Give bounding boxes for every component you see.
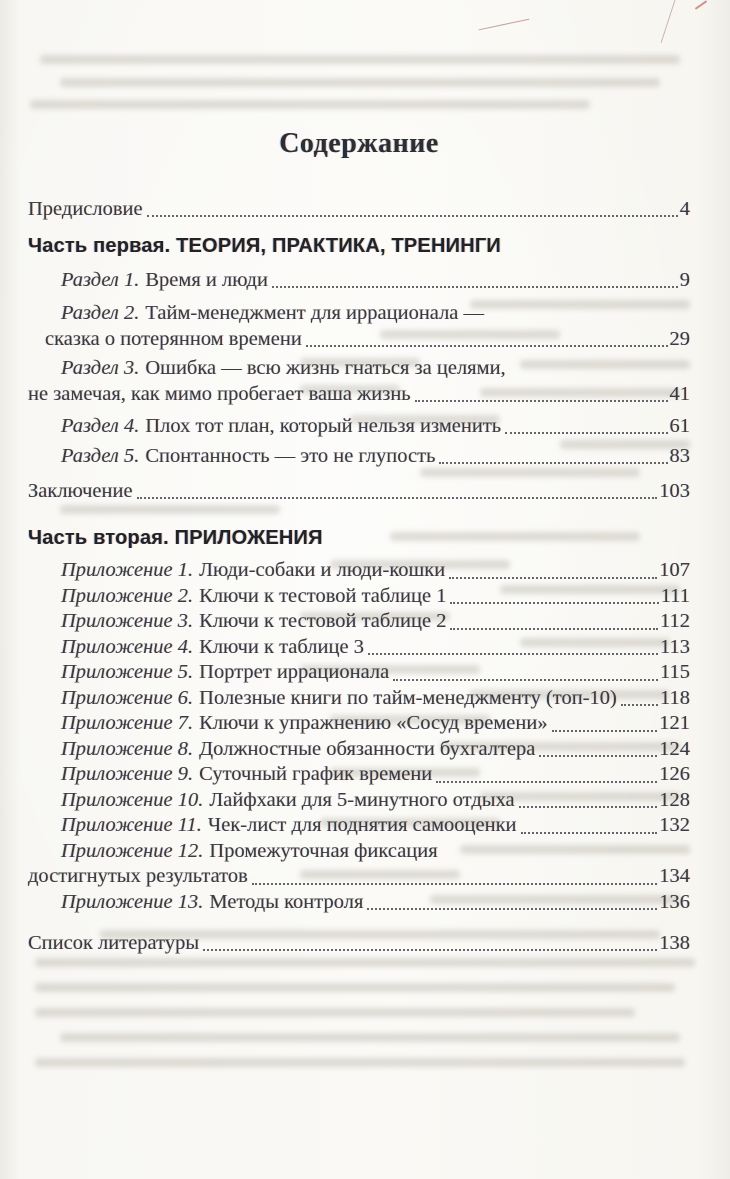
section-title: Спонтанность — это не глупость [145, 445, 436, 467]
toc-entry-page: 126 [659, 763, 690, 785]
toc-entry-page: 103 [659, 480, 690, 502]
toc-entry-section [28, 267, 690, 293]
dot-leader [415, 400, 668, 402]
toc-entry-page: 111 [660, 584, 690, 607]
appendix-title: Промежуточная фиксация [209, 839, 438, 862]
toc-entry-page: 128 [659, 788, 690, 811]
toc-entry-label [61, 355, 506, 381]
toc-entry-appendix [28, 839, 690, 865]
toc-entry-page: 4 [679, 198, 690, 220]
page-title: Содержание [279, 128, 439, 159]
toc-entry-bibliography [28, 930, 690, 956]
dot-leader [552, 730, 658, 732]
toc-entry-label [61, 762, 432, 788]
toc-entry-conclusion [28, 478, 690, 504]
section-title: Плох тот план, который нельзя изменить [145, 415, 502, 437]
section-title: Ошибка — всю жизнь гнаться за целями, [145, 357, 506, 379]
toc-entry-label [61, 635, 364, 661]
table-of-contents [28, 0, 690, 956]
toc-entry-label [61, 839, 438, 865]
appendix-title: Портрет иррационала [199, 661, 390, 683]
toc-entry-appendix [28, 788, 690, 814]
dot-leader [621, 704, 658, 706]
dot-leader [137, 497, 658, 499]
toc-entry-page: 138 [659, 932, 690, 954]
toc-entry-label: Список литературы [28, 932, 200, 954]
toc-entry-page: 132 [659, 814, 690, 836]
toc-entry-appendix [28, 635, 690, 661]
section-number: Раздел 2. [61, 302, 140, 324]
dot-leader [521, 832, 658, 834]
appendix-title: Ключи к упражнению «Сосуд времени» [199, 712, 548, 734]
toc-entry-appendix [28, 711, 690, 737]
toc-entry-page: 41 [669, 383, 690, 405]
dot-leader [439, 462, 667, 464]
dot-leader [147, 215, 678, 217]
toc-entry-continuation [28, 326, 690, 352]
appendix-title: Ключи к тестовой таблице 1 [199, 584, 447, 607]
toc-entry-label [61, 813, 517, 839]
dot-leader [252, 883, 657, 885]
dot-leader [272, 286, 678, 288]
dot-leader [306, 345, 668, 347]
dot-leader [436, 781, 657, 783]
appendix-number: Приложение 5. [61, 661, 194, 683]
appendix-number: Приложение 9. [61, 763, 194, 785]
toc-entry-section [28, 355, 690, 381]
dot-leader [449, 577, 657, 579]
appendix-number: Приложение 10. [61, 788, 204, 811]
appendix-number: Приложение 12. [61, 839, 204, 862]
toc-entry-page: 61 [669, 415, 690, 437]
appendix-title: Суточный график времени [199, 763, 433, 785]
toc-entry-label: не замечая, как мимо пробегает ваша жизнь [28, 383, 411, 405]
toc-entry-page: 107 [659, 559, 690, 581]
toc-entry-label: Предисловие [28, 198, 143, 220]
appendix-number: Приложение 2. [61, 584, 194, 607]
appendix-title: Ключи к таблице 3 [199, 635, 364, 658]
section-number: Раздел 3. [61, 357, 140, 379]
toc-entry-appendix [28, 686, 690, 712]
appendix-title: Ключи к тестовой таблице 2 [199, 610, 447, 632]
section-number: Раздел 1. [61, 269, 140, 291]
toc-entry-label: сказка о потерянном времени [45, 328, 302, 350]
appendix-title: Полезные книги по тайм-менеджменту (топ-10) [199, 686, 617, 709]
toc-entry-label [61, 300, 484, 326]
toc-entry-appendix [28, 660, 690, 686]
toc-entry-continuation [28, 864, 690, 890]
appendix-title: Люди-собаки и люди-кошки [199, 559, 446, 581]
appendix-number: Приложение 3. [61, 610, 194, 632]
appendix-title: Лайфхаки для 5-минутного отдыха [209, 788, 515, 811]
toc-entry-label [61, 609, 446, 635]
appendix-number: Приложение 7. [61, 712, 194, 734]
toc-entry-page: 124 [659, 737, 690, 760]
toc-entry-page: 134 [659, 865, 690, 887]
toc-entry-appendix [28, 558, 690, 584]
section-number: Раздел 5. [61, 445, 140, 467]
toc-entry-label [61, 443, 435, 469]
appendix-number: Приложение 13. [61, 890, 204, 913]
toc-entry-appendix [28, 890, 690, 916]
toc-entry-label [61, 584, 446, 610]
toc-entry-page: 83 [669, 445, 690, 467]
toc-part-heading-1: Часть первая. ТЕОРИЯ, ПРАКТИКА, ТРЕНИНГИ [28, 235, 501, 257]
dot-leader [450, 602, 658, 604]
toc-entry-page: 118 [660, 686, 690, 709]
dot-leader [203, 949, 657, 951]
toc-entry-section [28, 300, 690, 326]
toc-entry-label [61, 267, 268, 293]
dot-leader [368, 653, 658, 655]
pen-scratch-mark [695, 0, 708, 10]
appendix-title: Методы контроля [209, 890, 364, 913]
appendix-number: Приложение 11. [61, 814, 202, 836]
dot-leader [393, 679, 658, 681]
toc-part-heading-2: Часть вторая. ПРИЛОЖЕНИЯ [28, 527, 323, 549]
appendix-number: Приложение 1. [61, 559, 194, 581]
toc-entry-appendix [28, 609, 690, 635]
toc-entry-preface [28, 196, 690, 222]
dot-leader [450, 628, 658, 630]
toc-entry-page: 115 [660, 661, 690, 683]
toc-appendix-list [28, 558, 690, 915]
toc-entry-section [28, 443, 690, 469]
toc-entry-label: достигнутых результатов [28, 865, 248, 887]
toc-entry-label [61, 711, 548, 737]
dot-leader [367, 908, 657, 910]
toc-entry-page: 113 [660, 635, 690, 658]
appendix-title: Должностные обязанности бухгалтера [199, 737, 536, 760]
toc-entry-label [61, 788, 515, 814]
toc-entry-label [61, 558, 445, 584]
toc-entry-appendix [28, 813, 690, 839]
section-number: Раздел 4. [61, 415, 140, 437]
appendix-number: Приложение 4. [61, 635, 194, 658]
dot-leader [519, 806, 658, 808]
appendix-number: Приложение 8. [61, 737, 194, 760]
toc-entry-appendix [28, 584, 690, 610]
appendix-number: Приложение 6. [61, 686, 194, 709]
toc-entry-page: 29 [669, 328, 690, 350]
section-title: Тайм-менеджмент для иррационала — [145, 302, 485, 324]
toc-entry-label [61, 660, 389, 686]
dot-leader [539, 755, 657, 757]
toc-entry-page: 9 [679, 269, 690, 291]
toc-entry-label [61, 737, 535, 763]
toc-entry-page: 136 [659, 890, 690, 913]
toc-entry-page: 121 [659, 712, 690, 734]
toc-entry-appendix [28, 762, 690, 788]
toc-entry-appendix [28, 737, 690, 763]
toc-entry-continuation [28, 381, 690, 407]
toc-entry-label [61, 686, 617, 712]
toc-entry-label: Заключение [28, 480, 133, 502]
toc-entry-page: 112 [660, 610, 690, 632]
toc-entry-label [61, 890, 363, 916]
appendix-title: Чек-лист для поднятия самооценки [207, 814, 517, 836]
section-title: Время и люди [145, 269, 268, 291]
toc-entry-section [28, 413, 690, 439]
toc-entry-label [61, 413, 501, 439]
dot-leader [505, 432, 667, 434]
